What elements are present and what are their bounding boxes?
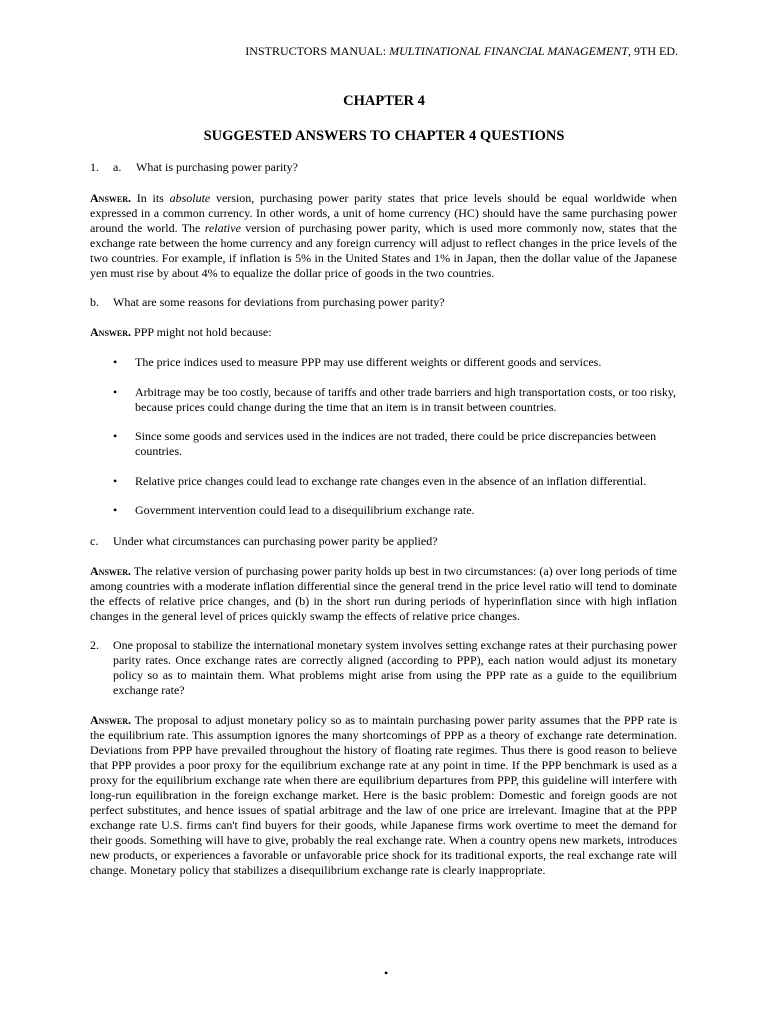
answer-text: The proposal to adjust monetary policy so as to maintain purchasing power parity assumes that the PPP rate is the equilibrium rate. This assumption ignores the many shortcomings of PPP as a theory of exchange rate determination. Deviations from PPP have prevailed throughout the history of floating rate regimes. Thus there is good reason to believe that PPP provides a poor proxy for the equilibrium exchange rate at any point in time. If the PPP benchmark is used as a proxy for the equilibrium exchange rate when there are equilibrium departures from PPP, this guideline will interfere with long-run equilibration in the foreign exchange market. Here is the basic problem: Domestic and foreign goods are not perfect substitutes, and hence issues of spatial arbitrage and the law of one price are irrelevant. Imagine that at the PPP exchange rate U.S. firms can't find buyers for their goods, while Japanese firms work overtime to meet the demand for their goods. Something will have to give, probably the real exchange rate. When a country opens new markets, introduces new products, or experiences a favorable or unfavorable price shock for its traditional exports, the real exchange rate will change. Monetary policy that stabilizes a disequilibrium exchange rate is clearly inappropriate. — [90, 713, 677, 877]
list-item-text: The price indices used to measure PPP may use different weights or different goods and services. — [135, 355, 602, 369]
list-item — [113, 429, 677, 459]
header-prefix: INSTRUCTORS MANUAL: — [245, 44, 390, 58]
bullet-glyph: • — [113, 385, 118, 399]
list-item-text: Relative price changes could lead to exchange rate changes even in the absence of an inflation differential. — [135, 474, 647, 488]
answer-text: version of purchasing power parity, which is used more commonly now, states that the exchange rate between the home currency and any foreign currency will adjust to reflect changes in the price levels of the two countries. For example, if inflation is 5% in the United States and 1% in Japan, then the dollar value of the Japanese yen must rise by about 4% to equalize the dollar price of goods in the two countries. — [90, 221, 678, 280]
answer-text: In its — [131, 191, 170, 205]
list-item — [113, 385, 677, 415]
answer-emphasis: absolute — [169, 191, 211, 205]
answer-1c — [90, 564, 677, 624]
answer-label: Answer. — [90, 325, 132, 339]
question-2 — [90, 638, 677, 698]
list-item-text: Since some goods and services used in the indices are not traded, there could be price discrepancies between countries. — [135, 429, 657, 458]
page-footer-mark: • — [384, 966, 389, 980]
bullet-glyph: • — [113, 429, 118, 443]
question-sub-letter: c. — [90, 534, 99, 548]
header-suffix: , 9TH ED. — [628, 44, 678, 58]
list-item-text: Government intervention could lead to a disequilibrium exchange rate. — [135, 503, 475, 517]
section-title: SUGGESTED ANSWERS TO CHAPTER 4 QUESTIONS — [203, 128, 565, 144]
question-number: 1. — [90, 160, 99, 174]
question-sub-letter: b. — [90, 295, 99, 309]
answer-2 — [90, 713, 677, 878]
answer-text: The relative version of purchasing power parity holds up best in two circumstances: (a) over long periods of time among countries with a moderate inflation differential since the general trend in the price level ratio will tend to dominate the effects of relative price changes, and (b) in the short run during periods of hyperinflation since with high inflation changes in the general level of prices quickly swamp the effects of relative price changes. — [90, 564, 677, 623]
bullet-glyph: • — [113, 474, 118, 488]
question-text: Under what circumstances can purchasing power parity be applied? — [113, 534, 438, 548]
list-item-text: Arbitrage may be too costly, because of tariffs and other trade barriers and high transportation costs, or too risky, because prices could change during the time that an item is in transit between countries. — [135, 385, 677, 414]
question-1b — [90, 295, 677, 310]
answer-text: PPP might not hold because: — [131, 325, 272, 339]
chapter-title: CHAPTER 4 — [343, 93, 425, 109]
list-item — [113, 503, 677, 518]
list-item — [113, 355, 677, 370]
question-text: What is purchasing power parity? — [136, 160, 298, 174]
header-book-title: MULTINATIONAL FINANCIAL MANAGEMENT — [389, 44, 628, 58]
bullet-glyph: • — [113, 355, 118, 369]
question-text: What are some reasons for deviations from purchasing power parity? — [113, 295, 445, 309]
answer-text: version, purchasing power parity states that price levels should be equal worldwide when expressed in a common currency. In other words, a unit of home currency (HC) should have the same purchasing power around the world. The — [90, 191, 677, 235]
running-header — [245, 44, 678, 59]
answer-1a — [90, 191, 677, 281]
answer-label: Answer. — [90, 713, 132, 727]
question-1c — [90, 534, 677, 549]
question-sub-letter: a. — [113, 160, 122, 174]
answer-label: Answer. — [90, 191, 132, 205]
question-1a — [90, 160, 677, 175]
question-number: 2. — [90, 638, 99, 652]
bullet-glyph: • — [113, 503, 118, 517]
answer-label: Answer. — [90, 564, 132, 578]
question-text: One proposal to stabilize the international monetary system involves setting exchange rates at their purchasing power parity rates. Once exchange rates are correctly aligned (according to PPP), each nation would adjust its monetary policy so as to maintain them. What problems might arise from using the PPP rate as a guide to the equilibrium exchange rate? — [113, 638, 677, 697]
answer-1b-intro — [90, 325, 677, 340]
list-item — [113, 474, 677, 489]
answer-emphasis: relative — [204, 221, 241, 235]
